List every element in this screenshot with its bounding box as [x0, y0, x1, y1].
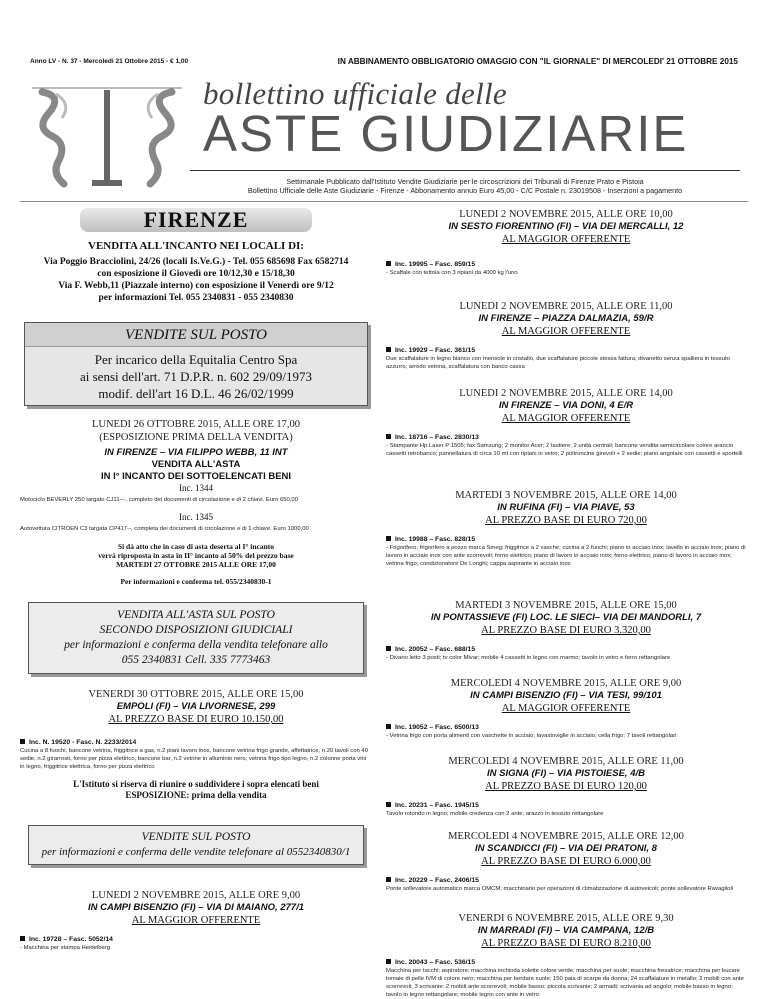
sale-block: [386, 300, 746, 387]
judicial-box: [28, 602, 364, 674]
sale-location: EMPOLI (FI) – VIA LIVORNESE, 299: [116, 701, 276, 712]
lot-number-text: Inc. 20043 – Fasc. 536/15: [395, 959, 476, 966]
lot-description: - Divano letto 3 posti; tv color Mivar; mobile 4 cassetti in legno con marmo; tavolo in vetro e ferro rettangolare: [386, 655, 671, 661]
onsite-line: VENDITE SUL POSTO: [141, 831, 251, 843]
sale-date: MARTEDI 3 NOVEMBRE 2015, ALLE ORE 15,00: [455, 600, 677, 611]
sale-location: IN SESTO FIORENTINO (FI) – VIA DEI MERCALLI, 12: [448, 221, 684, 232]
bullet-icon: [386, 724, 391, 729]
sale-date: LUNEDI 26 OTTOBRE 2015, ALLE ORE 17,00: [91, 419, 301, 430]
sale-location: IN CAMPI BISENZIO (FI) – VIA TESI, 99/101: [470, 690, 662, 701]
lot-description: - Scaffale con tettoia con 3 ripiani da 4000 kg l'uno: [386, 270, 518, 276]
sale-2: [20, 688, 372, 801]
bullet-icon: [386, 347, 391, 352]
sale-date: LUNEDI 2 NOVEMBRE 2015, ALLE ORE 14,00: [459, 388, 673, 399]
lot-number-text: Inc. N. 19520 - Fasc. N. 2233/2014: [29, 739, 137, 746]
sale-location: IN FIRENZE – VIA FILIPPO WEBB, 11 INT: [104, 447, 288, 458]
bullet-icon: [386, 802, 391, 807]
sale-location: IN FIRENZE – VIA DONI, 4 E/R: [498, 400, 634, 411]
equitalia-line: modif. dell'art 16 D.L. 46 26/02/1999: [98, 386, 294, 401]
lot-number: Inc. 1344: [179, 483, 213, 493]
judicial-line: 055 2340831 Cell. 335 7773463: [121, 654, 271, 666]
sale-block: [386, 489, 746, 599]
lot-number: [20, 738, 372, 747]
masthead-line-1: bollettino ufficiale delle: [203, 76, 507, 111]
sale-block: [386, 830, 746, 912]
lot-number-text: Inc. 20229 – Fasc. 2406/15: [395, 877, 479, 884]
equitalia-box: [24, 322, 368, 406]
masthead-title: ASTE GIUDIZIARIE: [203, 105, 689, 162]
sale-price: AL MAGGIOR OFFERENTE: [501, 413, 631, 424]
supplement-notice: IN ABBINAMENTO OBBLIGATORIO OMAGGIO CON "IL GIORNALE" DI MERCOLEDI' 21 OTTOBRE 2015: [337, 57, 738, 66]
sale-price: AL MAGGIOR OFFERENTE: [501, 326, 631, 337]
lot-number: [386, 346, 746, 355]
sale-date: MERCOLEDI 4 NOVEMBRE 2015, ALLE ORE 11,00: [448, 756, 684, 767]
sale-date: LUNEDI 2 NOVEMBRE 2015, ALLE ORE 11,00: [459, 301, 673, 312]
sale-location: IN PONTASSIEVE (FI) LOC. LE SIECI– VIA DEI MANDORLI, 7: [430, 612, 702, 623]
lot-number: [386, 260, 746, 269]
sale-date: LUNEDI 2 NOVEMBRE 2015, ALLE ORE 10,00: [459, 209, 673, 220]
incanto-list: [20, 256, 372, 304]
sale-date: VENERDI 30 OTTOBRE 2015, ALLE ORE 15,00: [88, 689, 304, 700]
deserted-note: verrà riproposta in asta in II° incanto al 50% del prezzo base: [98, 551, 294, 560]
lot-description: Ponte sollevatore automatico marca OMCM; macchinario per operazioni di climatizzazione di autoveicoli; ponte sollevatore Ravaglioli: [386, 886, 734, 892]
judicial-line: per informazioni e conferma della vendita telefonare allo: [64, 639, 328, 651]
equitalia-line: Per incarico della Equitalia Centro Spa: [94, 352, 298, 367]
sale-price: AL PREZZO BASE DI EURO 3.320,00: [481, 625, 651, 636]
info-phone: Per informazioni e conferma tel. 055/2340830-1: [120, 577, 272, 586]
sale-price: AL MAGGIOR OFFERENTE: [131, 915, 261, 926]
bullet-icon: [386, 434, 391, 439]
bullet-icon: [386, 261, 391, 266]
lot-description: - Frigorifero; frigorifero a pozzo marca Smeg; friggitrice a 2 vasche; cucina a 2 fuochi; piano in acciaio inox; lavello in acciaio inox; piano di lavoro in acciaio inox con ante scorrevoli; forno elettrico; piano di lavoro in acciaio inox; forno elettrico; piano di lavoro in acciaio inox; vetrina frigo; condizionatore De Longhi; cappa aspirante in acciaio inox: [386, 545, 746, 567]
sale-price: AL PREZZO BASE DI EURO 8.210,00: [481, 938, 651, 949]
bullet-icon: [20, 936, 25, 941]
sale-location: IN SIGNA (FI) – VIA PISTOIESE, 4/B: [486, 768, 645, 779]
lot-number: [386, 723, 746, 732]
bullet-icon: [386, 959, 391, 964]
reserve-note: L'Istituto si riserva di riunire o suddividere i sopra elencati beni: [73, 779, 319, 789]
sale-location: IN MARRADI (FI) – VIA CAMPANA, 12/B: [477, 925, 655, 936]
lot-number: Inc. 1345: [179, 512, 213, 522]
incanto-line: per informazioni Tel. 055 2340831 - 055 2340830: [98, 293, 294, 303]
lot-number-text: Inc. 19995 – Fasc. 859/15: [395, 261, 476, 268]
lot-description: Due scaffalature in legno bianco con mensole in cristallo, due scaffalature piccole stessa fattura, divanetto senza spalliera in tessuto azzurro, arredo vetrina, scaffalatura con banco cassa: [386, 356, 730, 370]
lot-number: [386, 535, 746, 544]
lot-number-text: Inc. 19052 – Fasc. 6500/13: [395, 724, 479, 731]
equitalia-box-title: VENDITE SUL POSTO: [25, 323, 367, 347]
sale-price: AL MAGGIOR OFFERENTE: [501, 703, 631, 714]
lot-number-text: Inc. 19988 – Fasc. 828/15: [395, 536, 476, 543]
lot-description: - Stampante Hp Laser P 1505; fax Samsung; 2 monitor Acer; 2 tastiere; 2 unità centrali; bancone vendita semicircolare colore arancio cassetti retrobanco; pannellatura di circa 10 mt con ripiani in vetro; 2 poltroncine girevoli + 2 sedie; piano angolare con cassetti e sportelli: [386, 443, 743, 457]
sale-exposure: (ESPOSIZIONE PRIMA DELLA VENDITA): [99, 432, 293, 443]
left-column: [20, 208, 372, 952]
sale-block: [386, 208, 746, 300]
sale-block: [386, 599, 746, 677]
masthead-subtitle-2: Bollettino Ufficiale delle Aste Giudiziarie - Firenze - Abbonamento annuo Euro 45,00 - C/C Postale n. 23019508 - Inserzioni a pagamento: [247, 186, 683, 195]
masthead-subtitle-1: Settimanale Pubblicato dall'Istituto Vendite Giudiziarie per le circoscrizioni dei Tribunali di Firenze Prato e Pistoia: [286, 177, 644, 186]
lot-description: Tavolo rotondo in legno; mobile credenza con 2 ante; arazzo in tessuto rettangolare: [386, 811, 604, 817]
equitalia-line: ai sensi dell'art. 71 D.P.R. n. 602 29/09/1973: [79, 369, 312, 384]
deserted-note: Si dà atto che in caso di asta deserta al I° incanto: [117, 542, 275, 551]
header-rule: [20, 201, 748, 202]
sale-location: IN SCANDICCI (FI) – VIA DEI PRATONI, 8: [475, 843, 657, 854]
lot-number-text: Inc. 19929 – Fasc. 361/15: [395, 347, 476, 354]
sale-location: IN RUFINA (FI) – VIA PIAVE, 53: [497, 502, 635, 513]
lot-description: Autovettura CITROEN C3 targata CP417--, completa dei documenti di circolazione e di 1 chiave. Euro 1000,00: [20, 526, 309, 532]
bullet-icon: [386, 877, 391, 882]
lot-number-text: Inc. 18716 – Fasc. 2830/13: [395, 434, 479, 441]
sale-3: [20, 889, 372, 952]
lot-number: [386, 801, 746, 810]
lot-number: [386, 958, 746, 967]
sale-date: MARTEDI 3 NOVEMBRE 2015, ALLE ORE 14,00: [455, 490, 677, 501]
onsite-box: [28, 825, 364, 865]
incanto-title: VENDITA ALL'INCANTO NEI LOCALI DI:: [88, 240, 304, 252]
sale-price: AL PREZZO BASE DI EURO 720,00: [485, 515, 647, 526]
onsite-line: per informazioni e conferma delle vendite telefonare al 0552340830/1: [41, 846, 351, 858]
lot-description: Macchina per tacchi; aspiratore; macchina inchioda solette colore verde; macchina per suole; macchina fresatrice; macchina per bucare tomaie di pelle IVM di colore nero; macchina per bordare suole; 150 paia di scarpe da donna; 24 scaffalature in metallo; 2 mobili con ante scorrevoli; 3 scrivanie; 2 mobili ante scorrevoli; mobile basso; piccola scrivanie; 2 armadi; scrivania ad angolo; mobile basso in legno; tavolo in legno rettangolare; mobile legno con ante in vetro: [386, 968, 744, 998]
reserve-note: ESPOSIZIONE: prima della vendita: [125, 790, 267, 800]
lot-description: - Vetrina frigo con porta alimenti con vaschette in acciaio; lavastoviglie in acciaio; cella frigo; 7 tavoli rettangolari: [386, 733, 677, 739]
bullet-icon: [386, 646, 391, 651]
sale-date: LUNEDI 2 NOVEMBRE 2015, ALLE ORE 9,00: [91, 890, 301, 901]
lot-description: - Macchina per stampa Heidelberg: [20, 945, 111, 951]
sale-block: [386, 912, 746, 999]
sale-price: AL PREZZO BASE DI EURO 10.150,00: [108, 714, 284, 725]
lot-description: Motociclo BEVERLY 250 targato CJ11---, completo dei documenti di circolazione e di 2 chiavi. Euro 650,00: [20, 497, 298, 503]
deserted-note: MARTEDI 27 OTTOBRE 2015 ALLE ORE 17,00: [116, 560, 276, 569]
lot-number: [386, 645, 746, 654]
scales-of-justice-logo: [28, 70, 186, 188]
lot-number: [386, 876, 746, 885]
sale-date: MERCOLEDI 4 NOVEMBRE 2015, ALLE ORE 12,00: [448, 831, 684, 842]
lot-number-text: Inc. 20231 – Fasc. 1945/15: [395, 802, 479, 809]
masthead-rule: [190, 170, 740, 171]
right-column: [386, 208, 746, 999]
city-banner: FIRENZE: [80, 208, 312, 232]
incanto-line: Via Poggio Bracciolini, 24/26 (locali Is.Ve.G.) - Tel. 055 685698 Fax 6582714: [43, 257, 349, 267]
sale-location: IN FIRENZE – PIAZZA DALMAZIA, 59/R: [478, 313, 654, 324]
sale-1: [20, 418, 372, 586]
lot-number-text: Inc. 19728 – Fasc. 5052/14: [29, 936, 113, 943]
incanto-line: con esposizione il Giovedì ore 10/12,30 e 15/18,30: [97, 269, 295, 279]
sale-type: VENDITA ALL'ASTA: [151, 459, 241, 470]
issue-info: Anno LV - N. 37 - Mercoledì 21 Ottobre 2015 - € 1,00: [30, 58, 189, 65]
sale-date: VENERDI 6 NOVEMBRE 2015, ALLE ORE 9,30: [458, 913, 674, 924]
sale-price: AL PREZZO BASE DI EURO 120,00: [485, 781, 647, 792]
lot-number: [386, 433, 746, 442]
judicial-line: VENDITA ALL'ASTA SUL POSTO: [117, 609, 275, 621]
lot-description: Cucina a 8 fuochi, bancone vetrina, friggitrice a gas, n.2 piani lavoro inox, bancone vetrina frigo grande, affettatrice, n.20 tavoli con 40 sedie, n.2 girarrosti, forno per pizza elettrico, bancone bar, n.2 vetrine in alluminio nero, vetrina frigo tipo legno, n.2 colonne porta vini in legno, friggitrice elettrica, forno per pizza elettrico: [20, 748, 368, 770]
incanto-line: Via F. Webb,11 (Piazzale interno) con esposizione il Venerdì ore 9/12: [58, 281, 334, 291]
sale-price: AL MAGGIOR OFFERENTE: [501, 234, 631, 245]
bullet-icon: [386, 536, 391, 541]
sale-price: AL PREZZO BASE DI EURO 6.000,00: [481, 856, 651, 867]
judicial-line: SECONDO DISPOSIZIONI GIUDICIALI: [99, 624, 293, 636]
bullet-icon: [20, 739, 25, 744]
sale-block: [386, 677, 746, 755]
sale-block: [386, 755, 746, 830]
sale-type-2: IN I° INCANTO DEI SOTTOELENCATI BENI: [100, 471, 292, 482]
lot-number: [20, 935, 372, 944]
sale-block: [386, 387, 746, 489]
lot-number-text: Inc. 20052 – Fasc. 688/15: [395, 646, 476, 653]
sale-location: IN CAMPI BISENZIO (FI) – VIA DI MAIANO, 277/1: [87, 902, 305, 913]
sale-date: MERCOLEDI 4 NOVEMBRE 2015, ALLE ORE 9,00: [450, 678, 682, 689]
